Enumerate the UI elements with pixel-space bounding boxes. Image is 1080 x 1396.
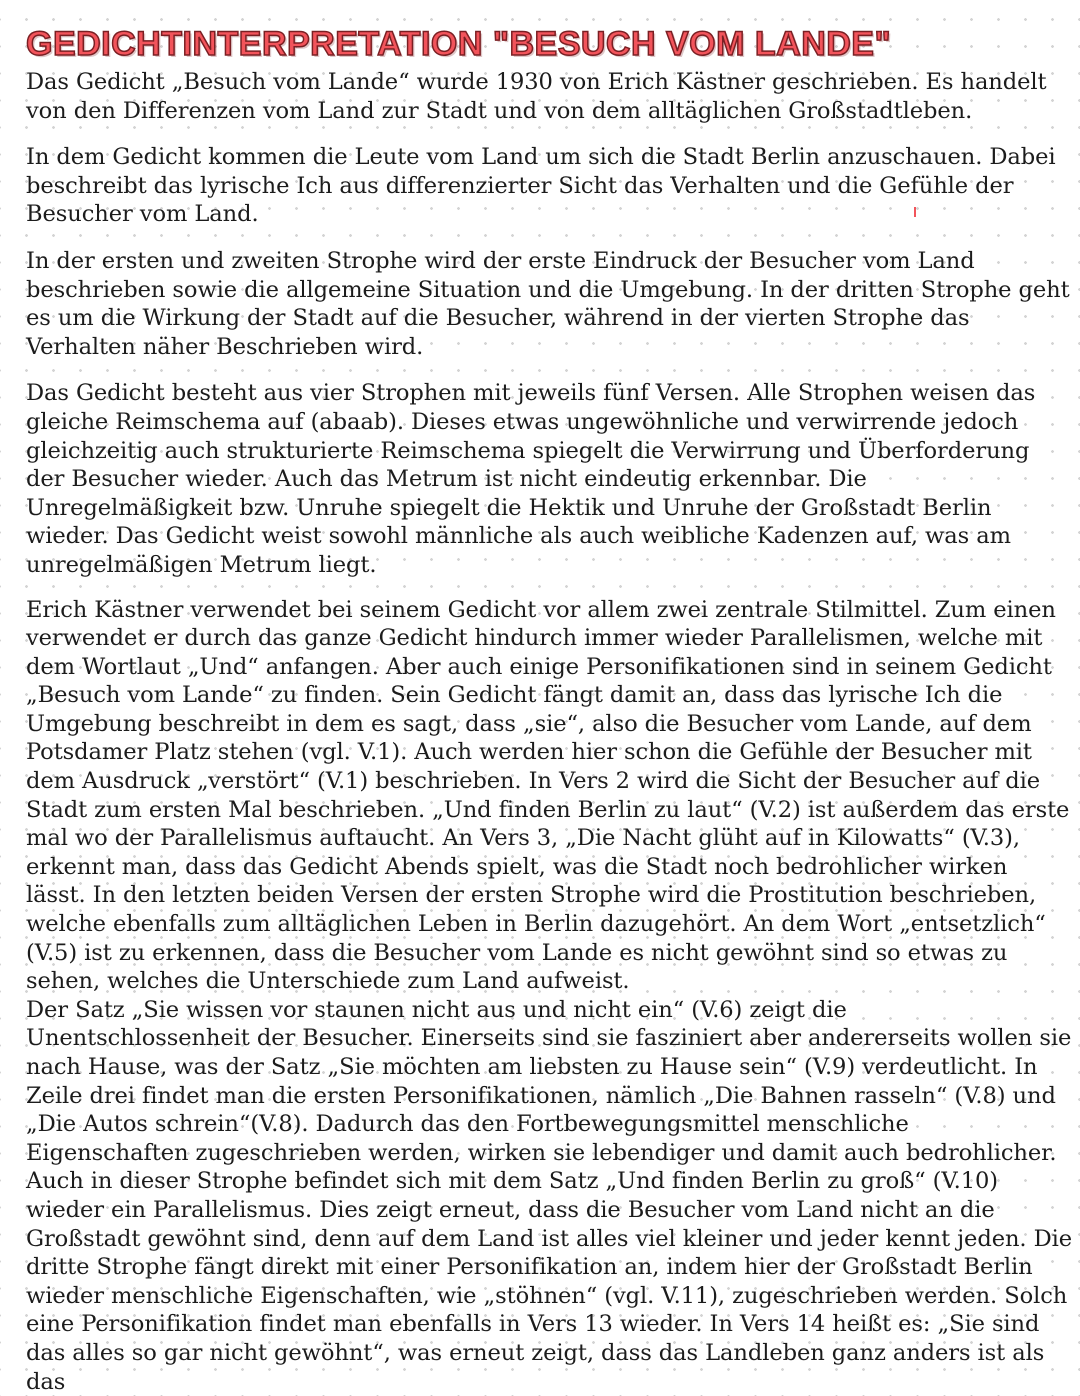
- paragraph-intro: Das Gedicht „Besuch vom Lande“ wurde 1930 von Erich Kästner geschrieben. Es handelt von den Differenzen vom Land zur Stadt und von dem alltäglichen Großstadtleben.: [26, 69, 1047, 124]
- document-title: GEDICHTINTERPRETATION "BESUCH VOM LANDE": [26, 25, 892, 63]
- red-pen-mark: [914, 207, 916, 217]
- paragraph-stylistic-devices: Erich Kästner verwendet bei seinem Gedicht vor allem zwei zentrale Stilmittel. Zum einen verwendet er durch das ganze Gedicht hindurch immer wieder Parallelismen, welche mit dem Wortlaut „Und“ anfangen. Aber auch einige Personifikationen sind in seinem Gedicht „Besuch vom Lande“ zu finden. Sein Gedicht fängt damit an, dass das lyrische Ich die Umgebung beschreibt in dem es sagt, dass „sie“, also die Besucher vom Lande, auf dem Potsdamer Platz stehen (vgl. V.1). Auch werden hier schon die Gefühle der Besucher mit dem Ausdruck „verstört“ (V.1) beschrieben. In Vers 2 wird die Sicht der Besucher auf die Stadt zum ersten Mal beschrieben. „Und finden Berlin zu laut“ (V.2) ist außerdem das erste mal wo der Parallelismus auftaucht. An Vers 3, „Die Nacht glüht auf in Kilowatts“ (V.3), erkennt man, dass das Gedicht Abends spielt, was die Stadt noch bedrohlicher wirken lässt. In den letzten beiden Versen der ersten Strophe wird die Prostitution beschrieben, welche ebenfalls zum alltäglichen Leben in Berlin dazugehört. An dem Wort „entsetzlich“ (V.5) ist zu erkennen, dass die Besucher vom Lande es nicht gewöhnt sind so etwas zu sehen, welches die Unterschiede zum Land aufweist.: [26, 596, 1070, 995]
- paragraph-form-analysis: Das Gedicht besteht aus vier Strophen mit jeweils fünf Versen. Alle Strophen weisen das gleiche Reimschema auf (abaab). Dieses etwas ungewöhnliche und verwirrende jedoch gleichzeitig auch strukturierte Reimschema spiegelt die Verwirrung und Überforderung der Besucher wieder. Auch das Metrum ist nicht eindeutig erkennbar. Die Unregelmäßigkeit bzw. Unruhe spiegelt die Hektik und Unruhe der Großstadt Berlin wieder. Das Gedicht weist sowohl männliche als auch weibliche Kadenzen auf, was am unregelmäßigen Metrum liegt.: [26, 380, 1036, 578]
- paragraph-second-stanza: Der Satz „Sie wissen vor staunen nicht aus und nicht ein“ (V.6) zeigt die Unentschlossenheit der Besucher. Einerseits sind sie fasziniert aber andererseits wollen sie nach Hause, was der Satz „Sie möchten am liebsten zu Hause sein“ (V.9) verdeutlicht. In Zeile drei findet man die ersten Personifikationen, nämlich „Die Bahnen rasseln“ (V.8) und „Die Autos schrein“(V.8). Dadurch das den Fortbewegungsmittel menschliche Eigenschaften zugeschrieben werden, wirken sie lebendiger und damit auch bedrohlicher. Auch in dieser Strophe befindet sich mit dem Satz „Und finden Berlin zu groß“ (V.10) wieder ein Parallelismus. Dies zeigt erneut, dass die Besucher vom Land nicht an die Großstadt gewöhnt sind, denn auf dem Land ist alles viel kleiner und jeder kennt jeden. Die dritte Strophe fängt direkt mit einer Personifikation an, indem hier der Großstadt Berlin wieder menschliche Eigenschaften, wie „stöhnen“ (vgl. V.11), zugeschrieben werden. Solch eine Personifikation findet man ebenfalls in Vers 13 wieder. In Vers 14 heißt es: „Sie sind das alles so gar nicht gewöhnt“, was erneut zeigt, dass das Landleben ganz anders ist als das: [26, 996, 1072, 1395]
- paragraph-content: In dem Gedicht kommen die Leute vom Land um sich die Stadt Berlin anzuschauen. Dabei beschreibt das lyrische Ich aus differenzierter Sicht das Verhalten und die Gefühle der Besucher vom Land.: [26, 144, 1056, 228]
- document-page: [26, 22, 1072, 1396]
- paragraph-structure-overview: In der ersten und zweiten Strophe wird der erste Eindruck der Besucher vom Land beschrieben sowie die allgemeine Situation und die Umgebung. In der dritten Strophe geht es um die Wirkung der Stadt auf die Besucher, während in der vierten Strophe das Verhalten näher Beschrieben wird.: [26, 247, 1070, 360]
